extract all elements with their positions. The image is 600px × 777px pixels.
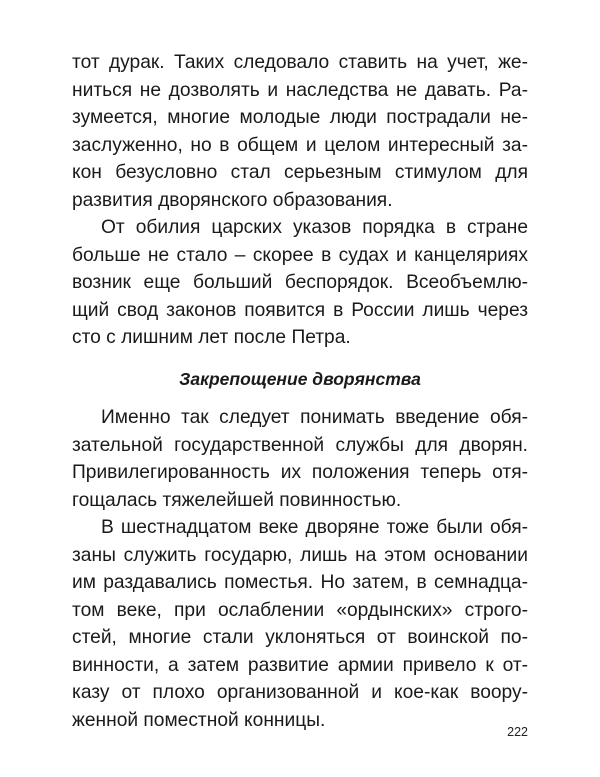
text-line: зумеется, многие молодые люди пострадали не-: [72, 107, 528, 128]
paragraph-sixteenth-century: [72, 514, 528, 734]
text-line: Привилегированность их положения теперь отя-: [72, 462, 528, 483]
text-line: тот дурак. Таких следовало ставить на учет, же-: [72, 52, 528, 73]
text-line: ниться не дозволять и наследства не давать. Ра-: [72, 79, 528, 101]
text-line: заны служить государю, лишь на этом основании: [72, 544, 528, 566]
page-number: 222: [507, 725, 528, 739]
text-line: В шестнадцатом веке дворяне тоже были обя-: [101, 517, 528, 538]
text-line: больше не стало – скорее в судах и канцеляриях: [72, 244, 528, 266]
text-line: казу от плохо организованной и кое-как воору-: [72, 682, 528, 703]
text-line: женной поместной конницы.: [72, 709, 326, 731]
text-line: заслуженно, но в общем и целом интересный за-: [72, 134, 528, 156]
section-heading: Закрепощение дворянства: [179, 369, 421, 389]
text-line: развития дворянского образования.: [72, 189, 393, 211]
text-line: том веке, при ослаблении «ордынских» строго-: [72, 599, 528, 621]
paragraph-service: [72, 404, 528, 514]
text-line: зательной государственной службы для дворян.: [72, 434, 528, 456]
text-line: гощалась тяжелейшей повинностью.: [72, 489, 402, 511]
text-line: винности, а затем развитие армии привело к от-: [72, 654, 528, 676]
text-line: стей, многие стали уклоняться от воинской по-: [72, 627, 528, 648]
text-line: сто с лишним лет после Петра.: [72, 327, 351, 348]
text-line: щий свод законов появится в России лишь через: [72, 299, 528, 321]
text-line: Именно так следует понимать введение обя-: [101, 407, 528, 428]
text-line: От обилия царских указов порядка в стране: [101, 217, 528, 238]
text-line: им раздавались поместья. Но затем, в семнадца-: [72, 572, 528, 593]
paragraph-decrees: [72, 214, 528, 352]
text-line: кон безусловно стал серьезным стимулом для: [72, 162, 528, 183]
paragraph-continuation: [72, 49, 528, 214]
text-line: возник еще больший беспорядок. Всеобъемлю-: [72, 272, 528, 293]
